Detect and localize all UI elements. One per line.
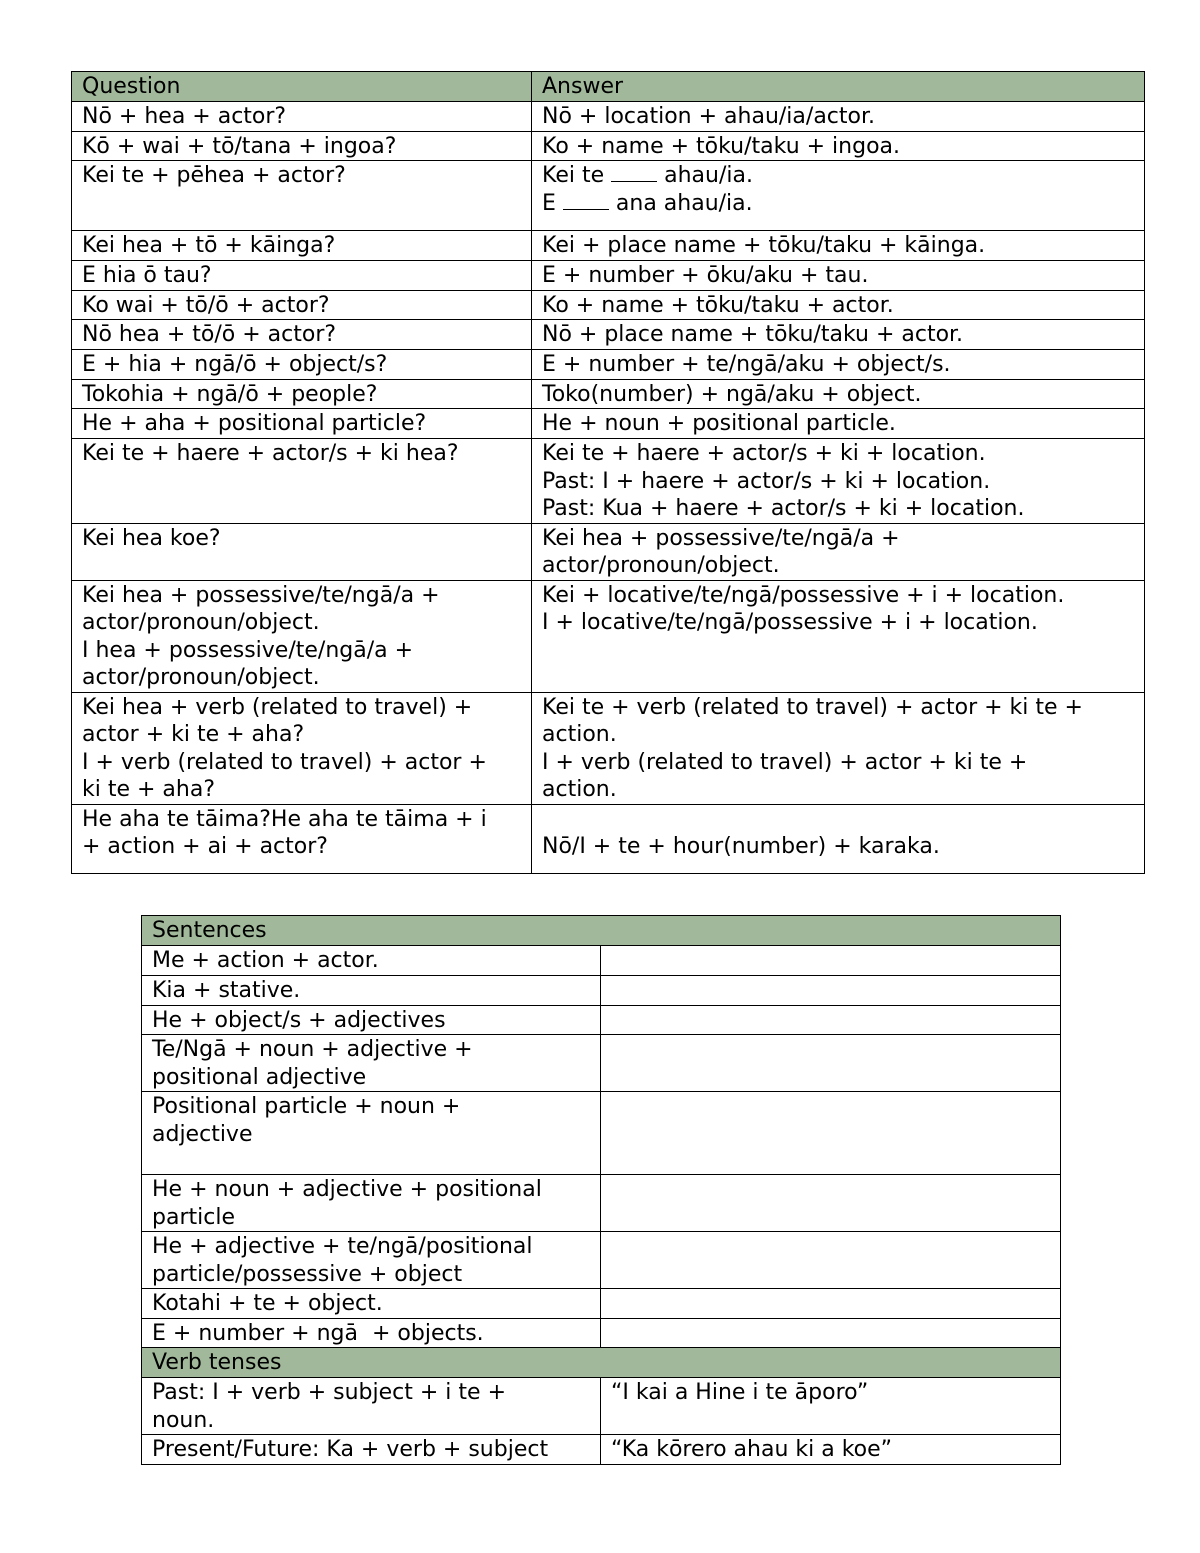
qa-row xyxy=(72,290,1145,320)
answer-cell-line: Kei + locative/te/ngā/possessive + i + location. xyxy=(542,582,1065,608)
answer-line xyxy=(542,162,1134,190)
sentence-example-cell-line xyxy=(611,1233,1050,1261)
sentence-row xyxy=(142,946,1061,976)
sentence-pattern-cell-line: E + number + ngā + objects. xyxy=(152,1320,484,1346)
verb-tense-pattern-cell xyxy=(142,1378,601,1435)
answer-cell-line: Kei + place name + tōku/taku + kāinga. xyxy=(542,233,986,258)
sentence-example-cell-line xyxy=(611,1036,1050,1064)
answer-cell xyxy=(532,523,1145,580)
verb-tense-example-cell xyxy=(601,1378,1061,1435)
answer-cell xyxy=(532,131,1145,161)
sentence-pattern-cell-line: He + object/s + adjectives xyxy=(152,1007,446,1033)
qa-header-row xyxy=(72,72,1145,102)
qa-row xyxy=(72,231,1145,261)
sentence-pattern-cell-line: particle xyxy=(152,1204,235,1230)
question-cell xyxy=(72,409,532,439)
answer-cell xyxy=(532,231,1145,261)
question-cell-line: He + aha + positional particle? xyxy=(82,411,427,436)
qa-row xyxy=(72,692,1145,804)
question-cell xyxy=(72,379,532,409)
qa-row xyxy=(72,102,1145,132)
answer-cell-line: Nō/I + te + hour(number) + karaka. xyxy=(542,834,940,859)
sentence-pattern-cell-line: adjective xyxy=(152,1121,253,1147)
sentence-pattern-cell xyxy=(142,1175,601,1232)
question-cell-line: He aha te tāima?He aha te tāima + i xyxy=(82,806,487,832)
answer-cell-line: actor/pronoun/object. xyxy=(542,553,780,578)
qa-table-body xyxy=(72,72,1145,874)
sentence-example-cell-line xyxy=(611,1007,1050,1035)
question-cell xyxy=(72,102,532,132)
fill-in-blank xyxy=(611,163,657,182)
sentence-row xyxy=(142,1289,1061,1319)
answer-cell-line: Kei te + verb (related to travel) + actor + ki te + xyxy=(542,694,1083,720)
question-cell-line: E hia ō tau? xyxy=(82,263,212,288)
verb-tense-example-cell-line: “I kai a Hine i te āporo” xyxy=(611,1380,869,1405)
answer-cell xyxy=(532,320,1145,350)
question-cell xyxy=(72,261,532,291)
question-cell-line: Nō hea + tō/ō + actor? xyxy=(82,322,337,347)
answer-cell-line: Toko(number) + ngā/aku + object. xyxy=(542,381,922,407)
sentence-example-cell xyxy=(601,1175,1061,1232)
verb-tense-pattern-cell xyxy=(142,1435,601,1465)
sentence-example-cell xyxy=(601,946,1061,976)
sentence-row xyxy=(142,1232,1061,1289)
sentence-pattern-cell-line: Kia + stative. xyxy=(152,977,301,1003)
answer-cell xyxy=(532,804,1145,873)
question-cell-line: Ko wai + tō/ō + actor? xyxy=(82,292,330,318)
question-cell-line: + action + ai + actor? xyxy=(82,834,328,859)
sentence-pattern-cell xyxy=(142,1005,601,1035)
sentence-row xyxy=(142,975,1061,1005)
verb-tenses-header: Verb tenses xyxy=(142,1348,1061,1378)
answer-cell-line: action. xyxy=(542,777,617,802)
question-cell-line: Kei hea + possessive/te/ngā/a + xyxy=(82,582,440,608)
question-cell-line: I + verb (related to travel) + actor + xyxy=(82,749,487,775)
verb-tense-example-cell xyxy=(601,1435,1061,1465)
qa-row xyxy=(72,523,1145,580)
answer-cell xyxy=(532,350,1145,380)
sentence-pattern-cell-line: Me + action + actor. xyxy=(152,948,379,973)
verb-tense-pattern-cell-line: Past: I + verb + subject + i te + xyxy=(152,1380,506,1405)
sentences-header: Sentences xyxy=(142,916,1061,946)
sentence-example-cell xyxy=(601,1232,1061,1289)
question-cell-line: Tokohia + ngā/ō + people? xyxy=(82,381,378,407)
qa-row xyxy=(72,804,1145,873)
sentence-example-cell xyxy=(601,1318,1061,1348)
question-cell xyxy=(72,131,532,161)
sentence-example-cell xyxy=(601,1289,1061,1319)
question-cell xyxy=(72,523,532,580)
verb-tense-example-cell-line: “Ka kōrero ahau ki a koe” xyxy=(611,1437,893,1462)
answer-cell-line: Ko + name + tōku/taku + ingoa. xyxy=(542,133,901,159)
question-cell xyxy=(72,231,532,261)
question-cell xyxy=(72,692,532,804)
answer-cell-line xyxy=(542,806,1134,834)
answer-cell-line: Nō + place name + tōku/taku + actor. xyxy=(542,322,964,347)
sentence-row xyxy=(142,1092,1061,1175)
sentence-example-cell xyxy=(601,1035,1061,1092)
answer-cell xyxy=(532,161,1145,231)
sentence-example-cell-line xyxy=(611,1290,1050,1318)
question-cell-line: E + hia + ngā/ō + object/s? xyxy=(82,352,388,377)
question-cell xyxy=(72,804,532,873)
qa-row xyxy=(72,379,1145,409)
question-cell-line: Kei te + haere + actor/s + ki hea? xyxy=(82,441,459,466)
question-cell xyxy=(72,439,532,524)
qa-row xyxy=(72,261,1145,291)
sentence-example-cell-line xyxy=(611,947,1050,975)
qa-row xyxy=(72,131,1145,161)
sentence-pattern-cell-line: Te/Ngā + noun + adjective + xyxy=(152,1037,473,1062)
question-cell-line: ki te + aha? xyxy=(82,777,216,802)
sentence-example-cell xyxy=(601,975,1061,1005)
verb-tense-row xyxy=(142,1435,1061,1465)
answer-cell-line: He + noun + positional particle. xyxy=(542,411,896,436)
question-cell xyxy=(72,161,532,231)
question-cell-line: actor/pronoun/object. xyxy=(82,665,320,690)
answer-cell-line: Kei te + haere + actor/s + ki + location. xyxy=(542,441,986,466)
answer-cell xyxy=(532,409,1145,439)
sentence-example-cell-line xyxy=(611,1176,1050,1204)
verb-tense-pattern-cell-line: Present/Future: Ka + verb + subject xyxy=(152,1437,549,1462)
qa-row xyxy=(72,409,1145,439)
sentences-table xyxy=(141,915,1061,1465)
sentence-pattern-cell-line: positional adjective xyxy=(152,1064,367,1090)
question-cell-line: Kei hea + verb (related to travel) + xyxy=(82,694,473,720)
answer-cell-line: Past: I + haere + actor/s + ki + location. xyxy=(542,468,991,494)
answer-cell xyxy=(532,261,1145,291)
sentence-example-cell-line xyxy=(611,1093,1050,1121)
question-cell-line: I hea + possessive/te/ngā/a + xyxy=(82,637,414,663)
question-cell-line: Kei te + pēhea + actor? xyxy=(82,163,346,188)
qa-row xyxy=(72,580,1145,692)
fill-in-blank xyxy=(563,191,609,210)
sentence-pattern-cell-line: particle/possessive + object xyxy=(152,1261,463,1287)
sentences-table-body xyxy=(142,916,1061,1465)
sentence-pattern-cell-line: He + noun + adjective + positional xyxy=(152,1177,542,1202)
sentence-example-cell xyxy=(601,1005,1061,1035)
qa-row xyxy=(72,439,1145,524)
answer-cell-line: Past: Kua + haere + actor/s + ki + location. xyxy=(542,496,1025,521)
sentence-example-cell xyxy=(601,1092,1061,1175)
sentence-row xyxy=(142,1005,1061,1035)
sentence-pattern-cell xyxy=(142,1035,601,1092)
sentences-header-row xyxy=(142,916,1061,946)
question-cell-line: Kei hea koe? xyxy=(82,525,221,551)
sentence-pattern-cell xyxy=(142,1289,601,1319)
answer-cell-line: Ko + name + tōku/taku + actor. xyxy=(542,292,894,318)
sentence-row xyxy=(142,1318,1061,1348)
question-answer-table xyxy=(71,71,1145,874)
sentence-pattern-cell xyxy=(142,975,601,1005)
question-cell-line: Kei hea + tō + kāinga? xyxy=(82,233,336,258)
answer-cell-line: I + verb (related to travel) + actor + ki te + xyxy=(542,749,1028,775)
question-cell-line: Kō + wai + tō/tana + ingoa? xyxy=(82,133,397,159)
verb-tenses-header-row xyxy=(142,1348,1061,1378)
answer-cell-line: E + number + ōku/aku + tau. xyxy=(542,263,869,288)
sentence-pattern-cell xyxy=(142,1232,601,1289)
sentence-row xyxy=(142,1175,1061,1232)
answer-cell xyxy=(532,290,1145,320)
answer-cell xyxy=(532,439,1145,524)
answer-header: Answer xyxy=(532,72,1145,102)
answer-line xyxy=(542,190,1134,218)
question-cell-line: actor/pronoun/object. xyxy=(82,610,320,635)
sentence-example-cell-line xyxy=(611,977,1050,1005)
sentence-example-cell-line xyxy=(611,1320,1050,1348)
question-cell xyxy=(72,580,532,692)
verb-tense-row xyxy=(142,1378,1061,1435)
qa-row xyxy=(72,350,1145,380)
answer-cell-line: E + number + te/ngā/aku + object/s. xyxy=(542,352,951,377)
sentence-pattern-cell xyxy=(142,946,601,976)
question-cell xyxy=(72,290,532,320)
sentence-pattern-cell-line: Kotahi + te + object. xyxy=(152,1291,383,1316)
sentence-pattern-cell xyxy=(142,1092,601,1175)
answer-cell xyxy=(532,580,1145,692)
qa-row xyxy=(72,161,1145,231)
answer-cell xyxy=(532,692,1145,804)
answer-cell-line: Nō + location + ahau/ia/actor. xyxy=(542,104,875,129)
answer-cell-line: Kei hea + possessive/te/ngā/a + xyxy=(542,525,900,551)
answer-text-before-blank: E xyxy=(542,190,563,216)
answer-cell xyxy=(532,379,1145,409)
answer-cell-line: action. xyxy=(542,722,617,747)
question-header: Question xyxy=(72,72,532,102)
answer-cell-line: I + locative/te/ngā/possessive + i + location. xyxy=(542,610,1038,635)
answer-text-before-blank: Kei te xyxy=(542,163,612,188)
sentence-pattern-cell-line: Positional particle + noun + xyxy=(152,1094,461,1119)
sentence-row xyxy=(142,1035,1061,1092)
question-cell xyxy=(72,350,532,380)
question-cell-line: Nō + hea + actor? xyxy=(82,104,287,129)
verb-tense-pattern-cell-line: noun. xyxy=(152,1407,215,1433)
answer-text-after-blank: ahau/ia. xyxy=(657,163,753,188)
sentence-pattern-cell xyxy=(142,1318,601,1348)
question-cell-line: actor + ki te + aha? xyxy=(82,722,305,747)
answer-cell xyxy=(532,102,1145,132)
qa-row xyxy=(72,320,1145,350)
sentence-pattern-cell-line: He + adjective + te/ngā/positional xyxy=(152,1234,533,1259)
answer-text-after-blank: ana ahau/ia. xyxy=(608,190,753,216)
question-cell xyxy=(72,320,532,350)
